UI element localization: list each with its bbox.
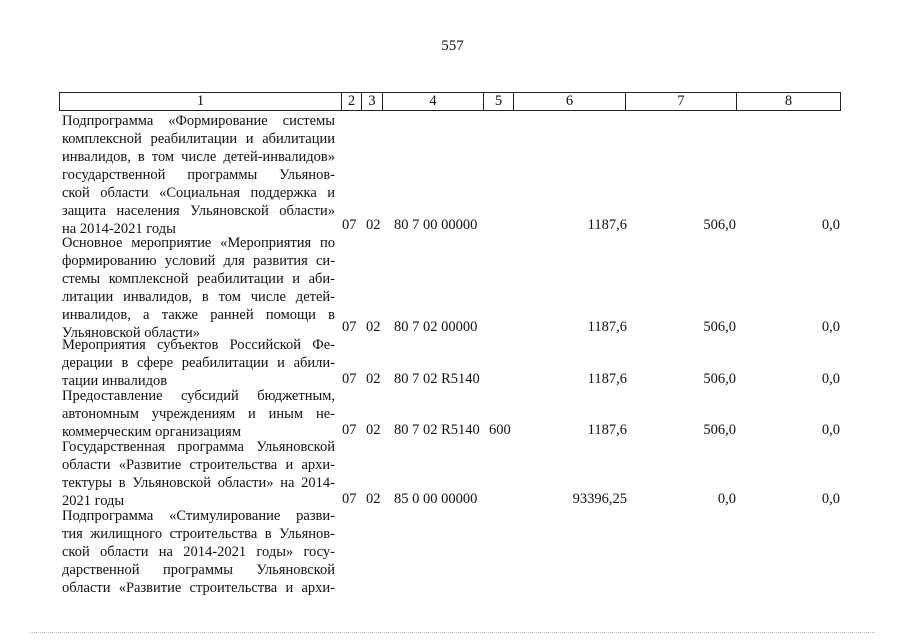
amount-col6: 1187,6 <box>587 371 627 387</box>
amount-col6: 1187,6 <box>587 422 627 438</box>
column-header-5: 5 <box>484 93 514 111</box>
row-description <box>62 507 335 597</box>
scan-artifact-line <box>30 632 875 634</box>
row-description <box>62 336 335 390</box>
description-line: Подпрограмма «Стимулирование разви- <box>62 508 335 524</box>
description-line: инвалидов, а также ранней помощи в <box>62 307 335 323</box>
description-line: стемы комплексной реабилитации и аби- <box>62 271 335 287</box>
description-line: дарственной программы Ульяновской <box>62 562 335 578</box>
section-code: 07 <box>342 422 357 438</box>
row-description <box>62 112 335 238</box>
description-line: области «Развитие строительства и архи- <box>62 580 335 596</box>
description-line: Ульяновской области» <box>62 325 201 341</box>
page-number: 557 <box>441 38 464 54</box>
description-line: автономным учреждениям и иным не- <box>62 406 335 422</box>
column-header-6: 6 <box>514 93 626 111</box>
section-code: 07 <box>342 319 357 335</box>
description-line: Мероприятия субъектов Российской Фе- <box>62 337 335 353</box>
target-article-code: 80 7 02 00000 <box>394 319 478 335</box>
column-header-row <box>60 93 841 111</box>
row-description <box>62 234 335 342</box>
description-line: на 2014-2021 годы <box>62 221 176 237</box>
subsection-code: 02 <box>366 217 381 233</box>
amount-col7: 506,0 <box>703 217 736 233</box>
description-line: формированию условий для развития си- <box>62 253 335 269</box>
section-code: 07 <box>342 371 357 387</box>
column-header-4: 4 <box>383 93 484 111</box>
description-line: Основное мероприятие «Мероприятия по <box>62 235 335 251</box>
section-code: 07 <box>342 491 357 507</box>
description-line: инвалидов, в том числе детей-инвалидов» <box>62 149 335 165</box>
description-line: области «Развитие строительства и архи- <box>62 457 335 473</box>
subsection-code: 02 <box>366 422 381 438</box>
description-line: государственной программы Ульянов- <box>62 167 335 183</box>
description-line: дерации в сфере реабилитации и абили- <box>62 355 335 371</box>
amount-col6: 1187,6 <box>587 319 627 335</box>
target-article-code: 80 7 02 R5140 <box>394 422 480 438</box>
target-article-code: 85 0 00 00000 <box>394 491 478 507</box>
amount-col8: 0,0 <box>821 319 840 335</box>
amount-col8: 0,0 <box>821 422 840 438</box>
description-line: комплексной реабилитации и абилитации <box>62 131 335 147</box>
description-line: литации инвалидов, в том числе детей- <box>62 289 335 305</box>
description-line: Предоставление субсидий бюджетным, <box>62 388 335 404</box>
subsection-code: 02 <box>366 371 381 387</box>
expense-type-code: 600 <box>489 422 511 438</box>
row-description <box>62 438 335 510</box>
amount-col7: 506,0 <box>703 319 736 335</box>
column-header-7: 7 <box>626 93 737 111</box>
subsection-code: 02 <box>366 491 381 507</box>
description-line: защита населения Ульяновской области» <box>62 203 335 219</box>
amount-col6: 1187,6 <box>587 217 627 233</box>
amount-col8: 0,0 <box>821 217 840 233</box>
column-header-3: 3 <box>362 93 383 111</box>
row-description <box>62 387 335 441</box>
amount-col8: 0,0 <box>821 371 840 387</box>
amount-col7: 506,0 <box>703 371 736 387</box>
description-line: Подпрограмма «Формирование системы <box>62 113 335 129</box>
description-line: коммерческим организациям <box>62 424 242 440</box>
amount-col7: 0,0 <box>717 491 736 507</box>
target-article-code: 80 7 00 00000 <box>394 217 478 233</box>
amount-col8: 0,0 <box>821 491 840 507</box>
description-line: ской области на 2014-2021 годы» госу- <box>62 544 335 560</box>
section-code: 07 <box>342 217 357 233</box>
subsection-code: 02 <box>366 319 381 335</box>
description-line: тия жилищного строительства в Ульянов- <box>62 526 335 542</box>
description-line: Государственная программа Ульяновской <box>62 439 335 455</box>
amount-col7: 506,0 <box>703 422 736 438</box>
target-article-code: 80 7 02 R5140 <box>394 371 480 387</box>
amount-col6: 93396,25 <box>572 491 627 507</box>
description-line: тектуры в Ульяновской области» на 2014- <box>62 475 335 491</box>
description-line: ской области «Социальная поддержка и <box>62 185 335 201</box>
column-header-table <box>59 92 841 111</box>
description-line: 2021 годы <box>62 493 125 509</box>
column-header-8: 8 <box>737 93 841 111</box>
column-header-2: 2 <box>342 93 362 111</box>
column-header-1: 1 <box>60 93 342 111</box>
description-line: тации инвалидов <box>62 373 168 389</box>
